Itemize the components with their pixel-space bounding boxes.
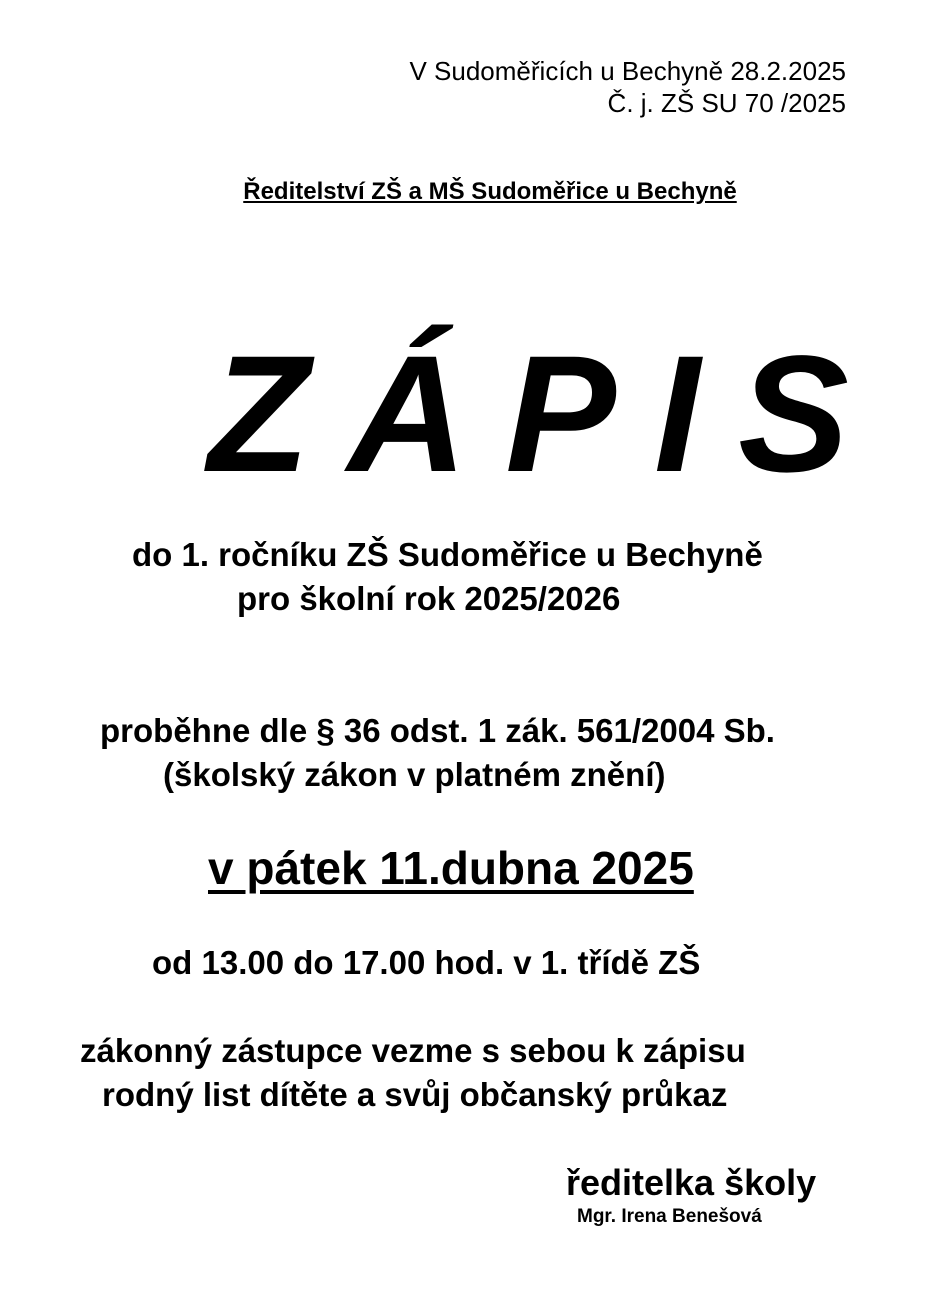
reference-number: Č. j. ZŠ SU 70 /2025 [607, 88, 846, 118]
legal-basis-line-1: proběhne dle § 36 odst. 1 zák. 561/2004 Sb. [100, 712, 775, 749]
signature-name: Mgr. Irena Benešová [577, 1206, 762, 1227]
required-documents-line-1: zákonný zástupce vezme s sebou k zápisu [80, 1032, 746, 1069]
event-time: od 13.00 do 17.00 hod. v 1. třídě ZŠ [152, 944, 701, 981]
event-date: v pátek 11.dubna 2025 [208, 842, 694, 894]
subtitle-line-1: do 1. ročníku ZŠ Sudoměřice u Bechyně [132, 536, 763, 573]
document-title: ZÁPIS [208, 322, 887, 507]
place-date: V Sudoměřicích u Bechyně 28.2.2025 [409, 56, 846, 86]
signature-role: ředitelka školy [566, 1162, 817, 1203]
subtitle-line-2: pro školní rok 2025/2026 [237, 580, 621, 617]
legal-basis-line-2: (školský zákon v platném znění) [163, 756, 666, 793]
required-documents-line-2: rodný list dítěte a svůj občanský průkaz [102, 1076, 728, 1113]
issuer-heading: Ředitelství ZŠ a MŠ Sudoměřice u Bechyně [243, 178, 737, 205]
